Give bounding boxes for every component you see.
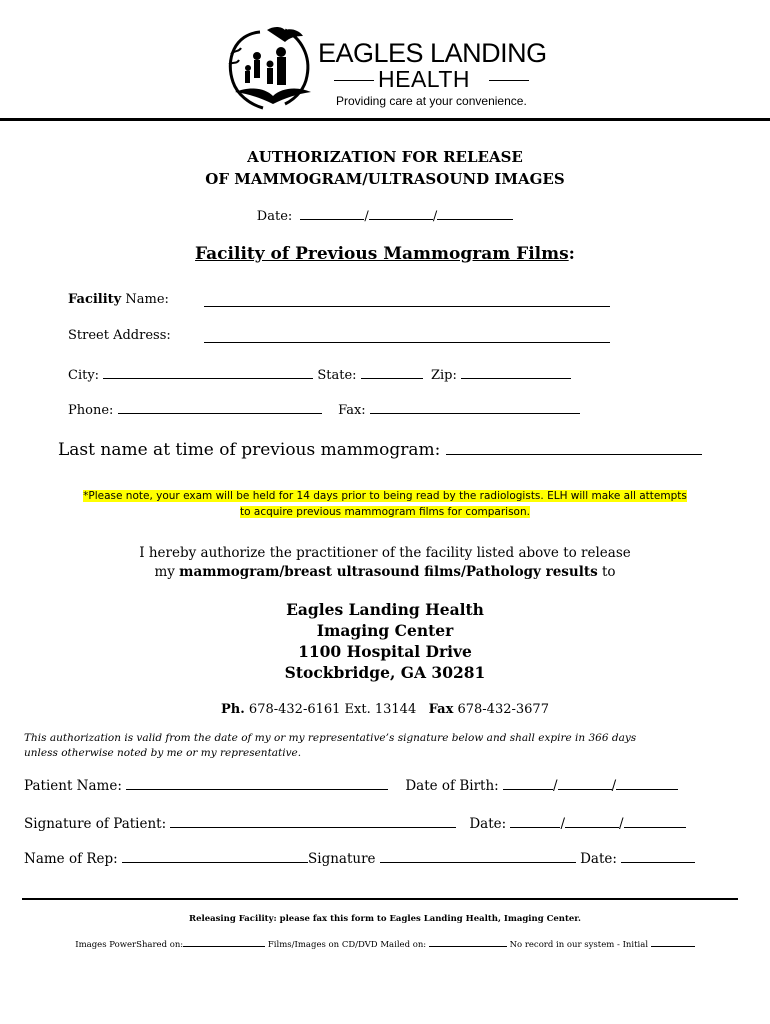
header-divider [0, 118, 770, 121]
date-year-field[interactable] [437, 207, 513, 220]
facility-name-field[interactable] [204, 294, 610, 307]
representative-row [24, 850, 695, 867]
rep-name-field[interactable] [122, 850, 308, 863]
patient-name-field[interactable] [126, 777, 388, 790]
facility-name-rest: Name: [121, 292, 169, 307]
dob-year-field[interactable] [616, 777, 678, 790]
street-address-field[interactable] [204, 330, 610, 343]
last-name-row [58, 440, 702, 460]
signature-date-label: Date: [469, 816, 507, 832]
city-field[interactable] [103, 366, 313, 379]
date-day-field[interactable] [369, 207, 433, 220]
state-field[interactable] [361, 366, 423, 379]
validity-line1: This authorization is valid from the date of my or my representative’s signature below and shall expire in 366 days [24, 732, 637, 744]
patient-row: Patient Name: Date of Birth: / / [24, 777, 678, 794]
brand-health: HEALTH [378, 66, 471, 92]
patient-name-label: Patient Name: [24, 778, 122, 794]
facility-heading-colon: : [568, 244, 575, 264]
initial-field[interactable] [651, 938, 695, 947]
mailed-field[interactable] [429, 938, 507, 947]
date-row: Date: / / [0, 207, 770, 224]
phone-label: Phone: [68, 403, 114, 418]
date-month-field[interactable] [300, 207, 364, 220]
office-use-row [0, 938, 770, 950]
sig-date-month-field[interactable] [510, 815, 560, 828]
health-rule-left [334, 80, 374, 81]
authorization-statement [0, 544, 770, 582]
powershared-field[interactable] [183, 938, 265, 947]
validity-statement [24, 731, 746, 761]
hold-notice-line2: to acquire previous mammogram films for comparison. [240, 506, 530, 518]
footer-divider [22, 898, 738, 900]
sig-date-year-field[interactable] [624, 815, 686, 828]
no-record-label: No record in our system - Initial [509, 940, 649, 950]
facility-heading [0, 244, 770, 264]
hold-notice [24, 488, 746, 520]
rep-signature-field[interactable] [380, 850, 576, 863]
city-label: City: [68, 368, 100, 383]
releasing-facility-note: Releasing Facility: please fax this form to Eagles Landing Health, Imaging Center. [189, 914, 581, 924]
phone-abbrev: Ph. [221, 702, 245, 717]
powershared-label: Images PowerShared on: [75, 940, 184, 950]
phone-number: 678-432-6161 Ext. 13144 [248, 702, 417, 717]
city-state-zip-row [68, 366, 571, 383]
patient-signature-field[interactable] [170, 815, 456, 828]
eagles-landing-logo [215, 24, 325, 112]
recipient-name: Eagles Landing Health [286, 600, 484, 619]
street-address-label: Street Address: [68, 328, 171, 343]
patient-signature-label: Signature of Patient: [24, 816, 167, 832]
authorization-line2-pre: my [154, 564, 180, 580]
recipient-contact [0, 702, 770, 717]
dob-month-field[interactable] [503, 777, 553, 790]
date-label: Date: [256, 209, 293, 224]
brand-name: EAGLES LANDING [318, 38, 547, 68]
recipient-street: 1100 Hospital Drive [298, 642, 472, 661]
form-title-line2: OF MAMMOGRAM/ULTRASOUND IMAGES [205, 170, 565, 188]
fax-abbrev: Fax [428, 702, 454, 717]
fax-label: Fax: [338, 403, 366, 418]
dob-label: Date of Birth: [405, 778, 499, 794]
state-label: State: [317, 368, 357, 383]
form-title-line1: AUTHORIZATION FOR RELEASE [247, 148, 523, 166]
rep-date-field[interactable] [621, 850, 695, 863]
dob-day-field[interactable] [558, 777, 612, 790]
mailed-label: Films/Images on CD/DVD Mailed on: [267, 940, 427, 950]
phone-field[interactable] [118, 401, 322, 414]
recipient-dept: Imaging Center [316, 621, 454, 640]
rep-signature-label: Signature [308, 851, 376, 867]
fax-number: 678-432-3677 [457, 702, 549, 717]
health-rule-right [489, 80, 529, 81]
brand-tagline: Providing care at your convenience. [336, 94, 527, 108]
last-name-field[interactable] [446, 440, 702, 455]
rep-date-label: Date: [580, 851, 617, 867]
brand-health-row [334, 68, 530, 92]
sig-date-day-field[interactable] [565, 815, 619, 828]
authorization-line2-post: to [597, 564, 616, 580]
patient-signature-row: Signature of Patient: Date: / / [24, 815, 686, 832]
zip-label: Zip: [430, 368, 457, 383]
phone-fax-row [68, 401, 580, 418]
validity-line2: unless otherwise noted by me or my representative. [24, 747, 302, 759]
authorization-line2-bold: mammogram/breast ultrasound films/Pathology results [179, 564, 598, 580]
recipient-city: Stockbridge, GA 30281 [284, 663, 486, 682]
facility-name-label [68, 292, 169, 307]
fax-field[interactable] [370, 401, 580, 414]
facility-name-bold: Facility [68, 292, 122, 307]
last-name-label: Last name at time of previous mammogram: [58, 440, 441, 460]
hold-notice-line1: *Please note, your exam will be held for 14 days prior to being read by the radiologists. ELH will make all attempts [83, 490, 687, 502]
authorization-line1: I hereby authorize the practitioner of the facility listed above to release [139, 545, 631, 561]
facility-heading-text: Facility of Previous Mammogram Films [195, 244, 569, 264]
zip-field[interactable] [461, 366, 571, 379]
rep-name-label: Name of Rep: [24, 851, 118, 867]
